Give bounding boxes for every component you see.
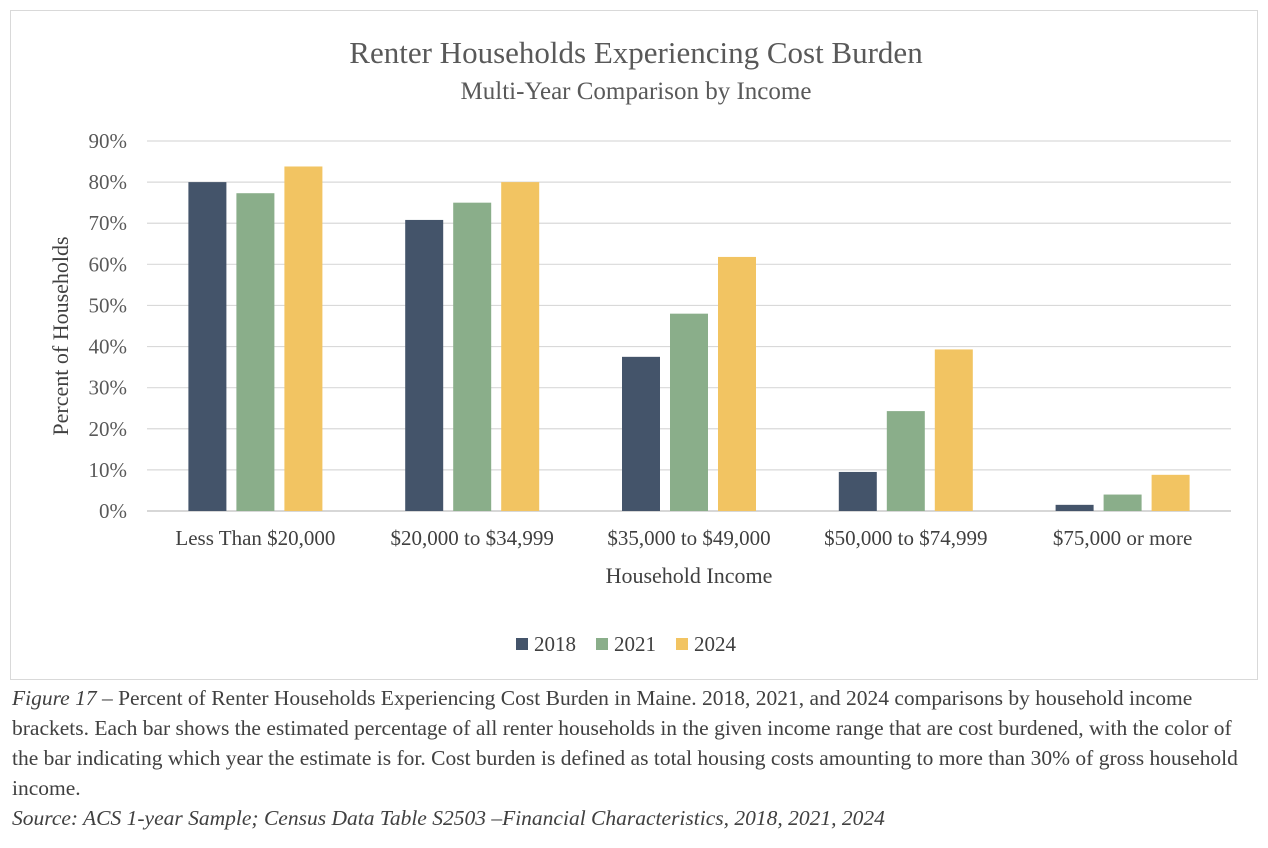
legend-swatch-2021 [596, 638, 608, 650]
y-tick-label: 20% [88, 416, 127, 441]
bar-2024-2 [718, 257, 756, 511]
bar-2018-0 [188, 182, 226, 511]
chart-subtitle: Multi-Year Comparison by Income [460, 78, 812, 105]
figure-label: Figure 17 [12, 686, 97, 710]
bar-2021-4 [1104, 495, 1142, 511]
legend-label-2021: 2021 [614, 632, 656, 656]
figure-source: Source: ACS 1-year Sample; Census Data Table S2503 –Financial Characteristics, 2018, 2021, 2024 [12, 806, 885, 830]
bar-2021-1 [453, 203, 491, 511]
bar-2018-3 [839, 472, 877, 511]
legend [516, 632, 737, 656]
caption-text: – Percent of Renter Households Experiencing Cost Burden in Maine. 2018, 2021, and 2024 comparisons by household income brackets. Each bar shows the estimated percentage of all renter households in the given income range that are cost burdened, with the color of the bar indicating which year the estimate is for. Cost burden is defined as total housing costs amounting to more than 30% of gross household income. [12, 686, 1238, 800]
bar-2018-2 [622, 357, 660, 511]
chart-title: Renter Households Experiencing Cost Burden [349, 35, 923, 70]
figure-caption [12, 683, 1260, 803]
y-axis-ticks [89, 129, 128, 523]
y-tick-label: 50% [88, 293, 127, 318]
x-tick-label: $20,000 to $34,999 [390, 526, 554, 550]
x-tick-label: $75,000 or more [1052, 526, 1193, 550]
bar-2024-3 [935, 349, 973, 511]
x-tick-label: $50,000 to $74,999 [824, 526, 988, 550]
chart-frame [10, 10, 1258, 680]
y-tick-label: 30% [88, 375, 127, 400]
x-tick-label: $35,000 to $49,000 [607, 526, 771, 550]
bar-2024-0 [284, 166, 322, 511]
y-tick-label: 60% [88, 252, 127, 277]
y-tick-label: 90% [88, 129, 127, 153]
legend-swatch-2018 [516, 638, 528, 650]
y-tick-label: 0% [99, 499, 127, 523]
y-tick-label: 10% [88, 457, 127, 482]
bar-2018-4 [1056, 505, 1094, 511]
legend-label-2024: 2024 [694, 632, 736, 656]
y-tick-label: 40% [88, 334, 127, 359]
x-axis-label: Household Income [605, 563, 773, 588]
bars [188, 166, 1189, 511]
bar-chart [11, 11, 1259, 681]
bar-2024-4 [1152, 475, 1190, 511]
bar-2018-1 [405, 220, 443, 511]
y-tick-label: 80% [88, 170, 127, 195]
y-tick-label: 70% [88, 211, 127, 236]
bar-2021-3 [887, 411, 925, 511]
bar-2021-0 [236, 193, 274, 511]
bar-2021-2 [670, 314, 708, 511]
y-axis-label: Percent of Households [48, 236, 73, 436]
bar-2024-1 [501, 182, 539, 511]
x-tick-label: Less Than $20,000 [175, 526, 336, 550]
legend-label-2018: 2018 [534, 632, 576, 656]
legend-swatch-2024 [676, 638, 688, 650]
x-axis-ticks [175, 526, 1192, 550]
